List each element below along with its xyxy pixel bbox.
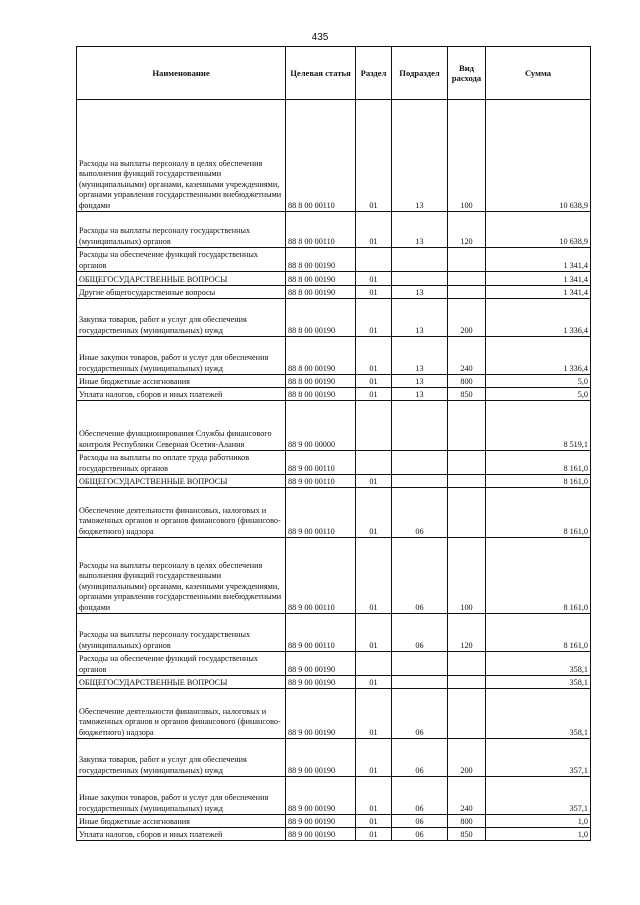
row-sum: 8 161,0 <box>486 538 591 614</box>
row-section: 01 <box>356 815 392 828</box>
row-expense-type <box>448 488 486 538</box>
row-subsection: 13 <box>392 337 448 375</box>
row-name: Обеспечение деятельности финансовых, налоговых и таможенных органов и органов финансового (финансово-бюджетного) надзора <box>77 689 286 739</box>
row-subsection <box>392 272 448 286</box>
row-sum: 1,0 <box>486 828 591 841</box>
row-subsection <box>392 652 448 676</box>
row-expense-type <box>448 286 486 299</box>
row-target-code: 88 9 00 00110 <box>286 488 356 538</box>
row-sum: 8 161,0 <box>486 451 591 475</box>
row-name: Расходы на выплаты персоналу государственных (муниципальных) органов <box>77 614 286 652</box>
row-name: Расходы на выплаты персоналу в целях обеспечения выполнения функций государственными (муниципальными) органами, казенными учреждениями, органами управления государственными внебюджетными фондами <box>77 100 286 212</box>
row-subsection: 13 <box>392 388 448 401</box>
row-section: 01 <box>356 777 392 815</box>
row-expense-type: 100 <box>448 100 486 212</box>
row-target-code: 88 8 00 00190 <box>286 337 356 375</box>
row-expense-type: 100 <box>448 538 486 614</box>
row-target-code: 88 9 00 00190 <box>286 815 356 828</box>
table-row <box>77 739 591 777</box>
row-section <box>356 248 392 272</box>
table-body <box>77 100 591 841</box>
row-sum: 1 336,4 <box>486 337 591 375</box>
row-section: 01 <box>356 828 392 841</box>
row-expense-type: 850 <box>448 828 486 841</box>
row-name: Расходы на обеспечение функций государственных органов <box>77 652 286 676</box>
row-name: Расходы на выплаты персоналу в целях обеспечения выполнения функций государственными (муниципальными) органами, казенными учреждениями, органами управления государственными внебюджетными фондами <box>77 538 286 614</box>
row-subsection: 13 <box>392 212 448 248</box>
row-target-code: 88 8 00 00190 <box>286 388 356 401</box>
row-expense-type <box>448 401 486 451</box>
row-section: 01 <box>356 676 392 689</box>
row-subsection: 06 <box>392 828 448 841</box>
row-expense-type: 120 <box>448 212 486 248</box>
table-row <box>77 212 591 248</box>
row-target-code: 88 9 00 00190 <box>286 689 356 739</box>
row-subsection: 06 <box>392 614 448 652</box>
row-name: ОБЩЕГОСУДАРСТВЕННЫЕ ВОПРОСЫ <box>77 475 286 488</box>
row-subsection: 06 <box>392 689 448 739</box>
table-row <box>77 299 591 337</box>
row-name: Уплата налогов, сборов и иных платежей <box>77 388 286 401</box>
row-subsection: 06 <box>392 815 448 828</box>
row-name: Иные бюджетные ассигнования <box>77 815 286 828</box>
budget-table <box>76 46 591 841</box>
row-subsection: 13 <box>392 100 448 212</box>
row-subsection <box>392 451 448 475</box>
table-row <box>77 286 591 299</box>
row-target-code: 88 8 00 00190 <box>286 286 356 299</box>
row-subsection <box>392 248 448 272</box>
column-header-section: Раздел <box>356 47 392 100</box>
row-section: 01 <box>356 100 392 212</box>
row-target-code: 88 8 00 00190 <box>286 272 356 286</box>
row-expense-type <box>448 689 486 739</box>
header-row <box>77 47 591 100</box>
row-target-code: 88 9 00 00190 <box>286 652 356 676</box>
row-sum: 357,1 <box>486 739 591 777</box>
row-name: Расходы на обеспечение функций государственных органов <box>77 248 286 272</box>
row-expense-type <box>448 475 486 488</box>
row-expense-type: 200 <box>448 739 486 777</box>
row-expense-type <box>448 272 486 286</box>
row-sum: 1 336,4 <box>486 299 591 337</box>
table-row <box>77 652 591 676</box>
row-sum: 1 341,4 <box>486 286 591 299</box>
row-expense-type <box>448 652 486 676</box>
row-target-code: 88 9 00 00110 <box>286 475 356 488</box>
row-expense-type <box>448 248 486 272</box>
row-section: 01 <box>356 538 392 614</box>
row-target-code: 88 9 00 00190 <box>286 777 356 815</box>
row-sum: 8 161,0 <box>486 488 591 538</box>
row-subsection: 06 <box>392 488 448 538</box>
row-target-code: 88 9 00 00110 <box>286 614 356 652</box>
row-target-code: 88 9 00 00190 <box>286 828 356 841</box>
row-target-code: 88 9 00 00110 <box>286 451 356 475</box>
table-row <box>77 538 591 614</box>
row-section <box>356 451 392 475</box>
row-subsection <box>392 475 448 488</box>
row-sum: 1 341,4 <box>486 272 591 286</box>
row-name: Уплата налогов, сборов и иных платежей <box>77 828 286 841</box>
row-name: Закупка товаров, работ и услуг для обеспечения государственных (муниципальных) нужд <box>77 299 286 337</box>
row-sum: 5,0 <box>486 388 591 401</box>
row-section: 01 <box>356 488 392 538</box>
row-subsection <box>392 676 448 689</box>
row-section: 01 <box>356 475 392 488</box>
row-name: ОБЩЕГОСУДАРСТВЕННЫЕ ВОПРОСЫ <box>77 272 286 286</box>
page-number: 435 <box>311 32 329 43</box>
table-row <box>77 777 591 815</box>
row-name: Иные бюджетные ассигнования <box>77 375 286 388</box>
row-subsection: 13 <box>392 286 448 299</box>
row-sum: 5,0 <box>486 375 591 388</box>
row-expense-type: 800 <box>448 815 486 828</box>
row-expense-type: 120 <box>448 614 486 652</box>
row-sum: 8 519,1 <box>486 401 591 451</box>
row-sum: 358,1 <box>486 689 591 739</box>
row-target-code: 88 9 00 00000 <box>286 401 356 451</box>
row-expense-type: 800 <box>448 375 486 388</box>
table-row <box>77 401 591 451</box>
table-row <box>77 337 591 375</box>
row-sum: 10 638,9 <box>486 100 591 212</box>
row-name: Другие общегосударственные вопросы <box>77 286 286 299</box>
row-target-code: 88 8 00 00190 <box>286 248 356 272</box>
row-section: 01 <box>356 689 392 739</box>
table-row <box>77 676 591 689</box>
row-sum: 358,1 <box>486 652 591 676</box>
row-name: Иные закупки товаров, работ и услуг для обеспечения государственных (муниципальных) нужд <box>77 337 286 375</box>
row-sum: 8 161,0 <box>486 475 591 488</box>
row-section: 01 <box>356 212 392 248</box>
row-expense-type <box>448 451 486 475</box>
row-name: ОБЩЕГОСУДАРСТВЕННЫЕ ВОПРОСЫ <box>77 676 286 689</box>
row-subsection <box>392 401 448 451</box>
row-name: Обеспечение деятельности финансовых, налоговых и таможенных органов и органов финансового (финансово-бюджетного) надзора <box>77 488 286 538</box>
table-row <box>77 689 591 739</box>
row-section: 01 <box>356 272 392 286</box>
row-target-code: 88 9 00 00190 <box>286 676 356 689</box>
column-header-type: Вид расхода <box>448 47 486 100</box>
table-row <box>77 614 591 652</box>
row-section: 01 <box>356 739 392 777</box>
table-row <box>77 488 591 538</box>
table-header <box>77 47 591 100</box>
row-target-code: 88 8 00 00190 <box>286 375 356 388</box>
row-target-code: 88 8 00 00110 <box>286 212 356 248</box>
row-subsection: 06 <box>392 538 448 614</box>
row-expense-type <box>448 676 486 689</box>
row-section: 01 <box>356 299 392 337</box>
row-expense-type: 240 <box>448 337 486 375</box>
table-row <box>77 272 591 286</box>
row-section: 01 <box>356 286 392 299</box>
row-target-code: 88 8 00 00110 <box>286 100 356 212</box>
row-sum: 1,0 <box>486 815 591 828</box>
row-subsection: 06 <box>392 777 448 815</box>
row-section: 01 <box>356 375 392 388</box>
row-name: Закупка товаров, работ и услуг для обеспечения государственных (муниципальных) нужд <box>77 739 286 777</box>
column-header-code: Целевая статья <box>286 47 356 100</box>
row-target-code: 88 9 00 00190 <box>286 739 356 777</box>
row-sum: 357,1 <box>486 777 591 815</box>
row-target-code: 88 8 00 00190 <box>286 299 356 337</box>
row-sum: 10 638,9 <box>486 212 591 248</box>
row-section <box>356 401 392 451</box>
row-subsection: 13 <box>392 299 448 337</box>
row-section: 01 <box>356 337 392 375</box>
table-row <box>77 828 591 841</box>
row-name: Иные закупки товаров, работ и услуг для обеспечения государственных (муниципальных) нужд <box>77 777 286 815</box>
table-row <box>77 375 591 388</box>
row-sum: 358,1 <box>486 676 591 689</box>
row-subsection: 06 <box>392 739 448 777</box>
row-section: 01 <box>356 614 392 652</box>
row-expense-type: 240 <box>448 777 486 815</box>
row-target-code: 88 9 00 00110 <box>286 538 356 614</box>
row-section <box>356 652 392 676</box>
table-row <box>77 475 591 488</box>
row-expense-type: 850 <box>448 388 486 401</box>
row-name: Расходы на выплаты по оплате труда работников государственных органов <box>77 451 286 475</box>
column-header-name: Наименование <box>77 47 286 100</box>
column-header-subsection: Подраздел <box>392 47 448 100</box>
row-name: Расходы на выплаты персоналу государственных (муниципальных) органов <box>77 212 286 248</box>
column-header-sum: Сумма <box>486 47 591 100</box>
row-expense-type: 200 <box>448 299 486 337</box>
row-section: 01 <box>356 388 392 401</box>
row-sum: 8 161,0 <box>486 614 591 652</box>
table-row <box>77 451 591 475</box>
row-subsection: 13 <box>392 375 448 388</box>
table-row <box>77 248 591 272</box>
row-name: Обеспечение функционирования Службы финансового контроля Республики Северная Осетия-Алания <box>77 401 286 451</box>
row-sum: 1 341,4 <box>486 248 591 272</box>
table-row <box>77 815 591 828</box>
table-row <box>77 100 591 212</box>
table-row <box>77 388 591 401</box>
